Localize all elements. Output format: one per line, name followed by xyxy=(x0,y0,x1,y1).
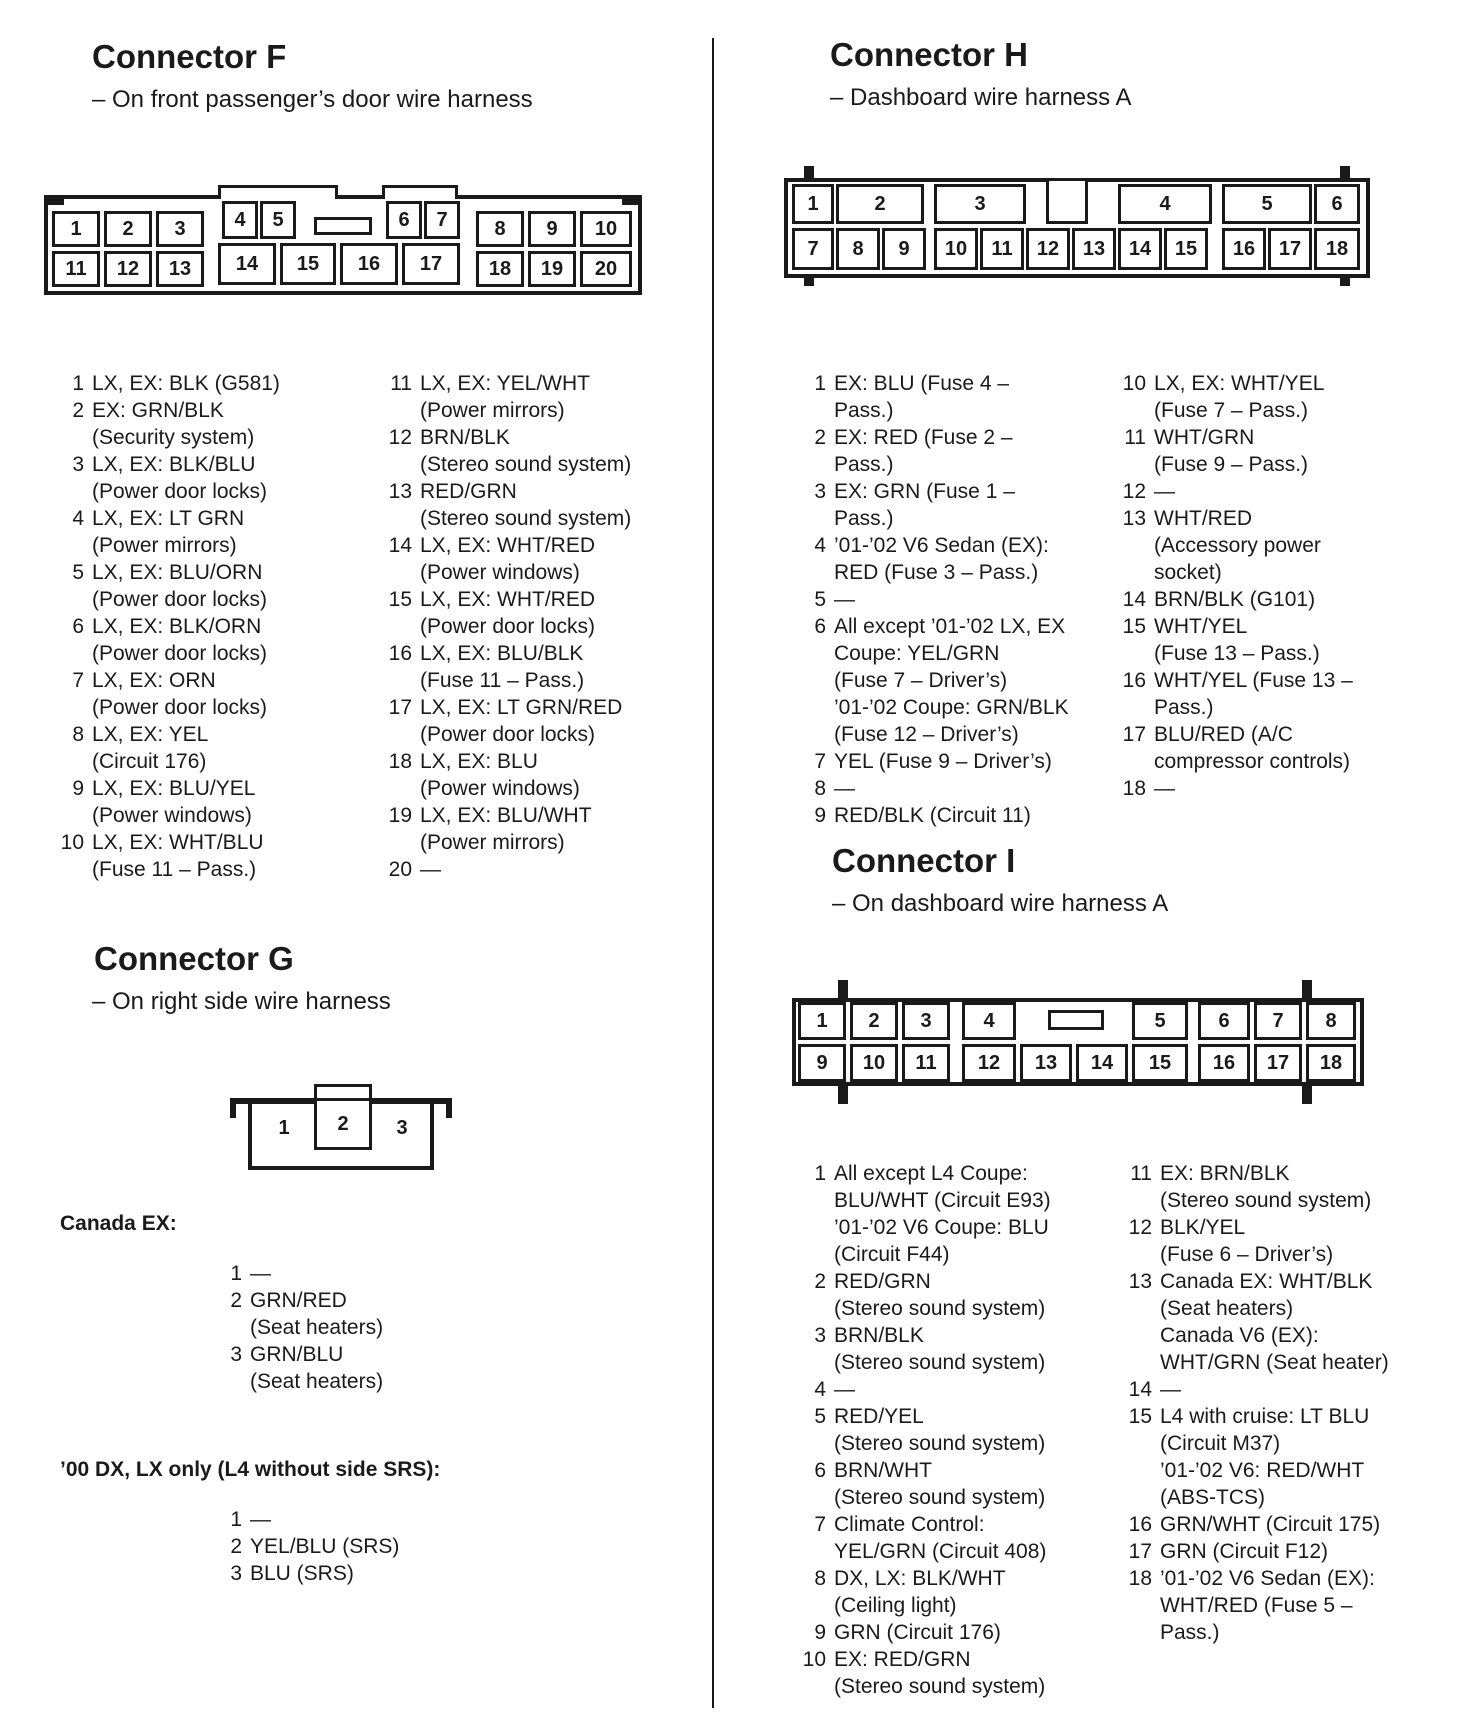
connector-i-pin-list-left xyxy=(800,1160,1051,1700)
list-item: 2 GRN/RED (Seat heaters) xyxy=(230,1289,384,1339)
list-item: 1 EX: BLU (Fuse 4 – Pass.) xyxy=(814,372,1010,422)
connector-i-pin: 4 xyxy=(962,1002,1016,1040)
connector-f-pin: 19 xyxy=(528,251,576,287)
connector-i-diagram xyxy=(792,980,1364,1104)
list-item: 5 LX, EX: BLU/ORN (Power door locks) xyxy=(72,561,268,611)
connector-f-pin: 2 xyxy=(104,211,152,247)
connector-g-title: Connector G xyxy=(94,940,294,977)
connector-i-pin: 8 xyxy=(1306,1002,1356,1040)
connector-g-canada-list xyxy=(216,1260,383,1395)
connector-g-subtitle: – On right side wire harness xyxy=(92,988,391,1015)
connector-f-pin: 18 xyxy=(476,251,524,287)
list-item: 7 Climate Control: YEL/GRN (Circuit 408) xyxy=(814,1513,1047,1563)
connector-h-pin: 5 xyxy=(1222,184,1312,224)
connector-i-pin: 18 xyxy=(1306,1044,1356,1082)
list-item: 15 WHT/YEL (Fuse 13 – Pass.) xyxy=(1122,615,1320,665)
list-item: 10 EX: RED/GRN (Stereo sound system) xyxy=(802,1648,1046,1698)
connector-g-pin: 2 xyxy=(314,1098,372,1150)
connector-i-pin: 12 xyxy=(962,1044,1016,1082)
list-item: 13 WHT/RED (Accessory power socket) xyxy=(1122,507,1321,584)
list-item: 13 Canada EX: WHT/BLK (Seat heaters) Canada V6 (EX): WHT/GRN (Seat heater) xyxy=(1128,1270,1389,1374)
list-item: 11 WHT/GRN (Fuse 9 – Pass.) xyxy=(1124,426,1309,476)
list-item: 3 GRN/BLU (Seat heaters) xyxy=(230,1343,384,1393)
list-item: 3 LX, EX: BLK/BLU (Power door locks) xyxy=(72,453,268,503)
connector-i-pin: 13 xyxy=(1020,1044,1072,1082)
canada-ex-label: Canada EX: xyxy=(60,1212,177,1235)
list-item: 8 DX, LX: BLK/WHT (Ceiling light) xyxy=(814,1567,1006,1617)
list-item: 18 — xyxy=(1122,777,1175,800)
connector-f-pin: 13 xyxy=(156,251,204,287)
connector-i-pin: 14 xyxy=(1076,1044,1128,1082)
connector-f-pin: 16 xyxy=(340,243,398,285)
connector-f-key xyxy=(314,217,372,235)
connector-h-pin: 18 xyxy=(1314,228,1360,270)
list-item: 18 LX, EX: BLU (Power windows) xyxy=(388,750,580,800)
connector-h-pin: 10 xyxy=(934,228,978,270)
connector-i-pin: 7 xyxy=(1254,1002,1302,1040)
connector-i-pin: 10 xyxy=(850,1044,898,1082)
connector-i-pin: 1 xyxy=(798,1002,846,1040)
connector-f-pin: 20 xyxy=(580,251,632,287)
list-item: 6 LX, EX: BLK/ORN (Power door locks) xyxy=(72,615,268,665)
list-item: 16 GRN/WHT (Circuit 175) xyxy=(1128,1513,1381,1536)
list-item: 16 WHT/YEL (Fuse 13 – Pass.) xyxy=(1122,669,1353,719)
list-item: 4 LX, EX: LT GRN (Power mirrors) xyxy=(72,507,245,557)
list-item: 1 — xyxy=(230,1262,271,1285)
connector-h-pin: 12 xyxy=(1026,228,1070,270)
list-item: 16 LX, EX: BLU/BLK (Fuse 11 – Pass.) xyxy=(388,642,585,692)
connector-h-pin: 11 xyxy=(980,228,1024,270)
list-item: 4 ’01-’02 V6 Sedan (EX): RED (Fuse 3 – Pass.) xyxy=(814,534,1049,584)
dx-lx-label: ’00 DX, LX only (L4 without side SRS): xyxy=(60,1458,441,1481)
connector-h-pin: 3 xyxy=(934,184,1026,224)
connector-f-pin: 8 xyxy=(476,211,524,247)
list-item: 5 RED/YEL (Stereo sound system) xyxy=(814,1405,1046,1455)
list-item: 1 All except L4 Coupe: BLU/WHT (Circuit E93) ’01-’02 V6 Coupe: BLU (Circuit F44) xyxy=(814,1162,1051,1266)
list-item: 2 EX: RED (Fuse 2 – Pass.) xyxy=(814,426,1013,476)
list-item: 18 ’01-’02 V6 Sedan (EX): WHT/RED (Fuse 5 – Pass.) xyxy=(1128,1567,1375,1644)
list-item: 17 BLU/RED (A/C compressor controls) xyxy=(1122,723,1351,773)
list-item: 10 LX, EX: WHT/BLU (Fuse 11 – Pass.) xyxy=(60,831,264,881)
connector-h-pin: 4 xyxy=(1118,184,1212,224)
list-item: 19 LX, EX: BLU/WHT (Power mirrors) xyxy=(388,804,592,854)
list-item: 1 LX, EX: BLK (G581) xyxy=(72,372,280,395)
list-item: 14 BRN/BLK (G101) xyxy=(1122,588,1316,611)
connector-h-pin: 14 xyxy=(1118,228,1162,270)
connector-i-pin: 16 xyxy=(1198,1044,1250,1082)
connector-h-pin: 17 xyxy=(1268,228,1312,270)
connector-f-pin: 11 xyxy=(52,251,100,287)
connector-f-pin: 14 xyxy=(218,243,276,285)
connector-i-title: Connector I xyxy=(832,842,1016,879)
list-item: 15 LX, EX: WHT/RED (Power door locks) xyxy=(388,588,596,638)
list-item: 5 — xyxy=(814,588,855,611)
connector-g-diagram xyxy=(230,1084,452,1170)
connector-h-subtitle: – Dashboard wire harness A xyxy=(830,84,1132,111)
connector-f-pin: 9 xyxy=(528,211,576,247)
list-item: 8 LX, EX: YEL (Circuit 176) xyxy=(72,723,209,773)
connector-f-pin-list-right xyxy=(386,370,631,883)
list-item: 2 EX: GRN/BLK (Security system) xyxy=(72,399,255,449)
list-item: 8 — xyxy=(814,777,855,800)
list-item: 15 L4 with cruise: LT BLU (Circuit M37) ’01-’02 V6: RED/WHT (ABS-TCS) xyxy=(1128,1405,1370,1509)
connector-h-pin: 13 xyxy=(1072,228,1116,270)
connector-h-pin: 15 xyxy=(1164,228,1208,270)
list-item: 9 GRN (Circuit 176) xyxy=(814,1621,1001,1644)
connector-i-pin: 11 xyxy=(902,1044,950,1082)
connector-f-diagram xyxy=(44,195,642,295)
connector-i-pin: 17 xyxy=(1254,1044,1302,1082)
connector-f-pin: 10 xyxy=(580,211,632,247)
connector-g-dx-list xyxy=(216,1506,399,1587)
connector-i-pin: 5 xyxy=(1132,1002,1188,1040)
connector-i-pin: 3 xyxy=(902,1002,950,1040)
list-item: 11 EX: BRN/BLK (Stereo sound system) xyxy=(1130,1162,1372,1212)
list-item: 6 BRN/WHT (Stereo sound system) xyxy=(814,1459,1046,1509)
connector-f-subtitle: – On front passenger’s door wire harness xyxy=(92,86,533,113)
list-item: 3 BLU (SRS) xyxy=(230,1562,354,1585)
list-item: 12 BLK/YEL (Fuse 6 – Driver’s) xyxy=(1128,1216,1334,1266)
list-item: 12 — xyxy=(1122,480,1175,503)
connector-f-pin: 15 xyxy=(280,243,336,285)
list-item: 1 — xyxy=(230,1508,271,1531)
list-item: 17 GRN (Circuit F12) xyxy=(1128,1540,1329,1563)
list-item: 9 LX, EX: BLU/YEL (Power windows) xyxy=(72,777,256,827)
connector-i-subtitle: – On dashboard wire harness A xyxy=(832,890,1169,917)
list-item: 10 LX, EX: WHT/YEL (Fuse 7 – Pass.) xyxy=(1122,372,1325,422)
connector-f-pin: 6 xyxy=(386,201,422,239)
connector-h-pin: 2 xyxy=(836,184,924,224)
list-item: 13 RED/GRN (Stereo sound system) xyxy=(388,480,632,530)
list-item: 7 LX, EX: ORN (Power door locks) xyxy=(72,669,268,719)
connector-i-pin-list-right xyxy=(1126,1160,1389,1646)
list-item: 3 EX: GRN (Fuse 1 – Pass.) xyxy=(814,480,1015,530)
connector-f-pin: 4 xyxy=(222,201,258,239)
connector-h-pin: 9 xyxy=(882,228,926,270)
connector-g-pin: 1 xyxy=(256,1108,312,1148)
connector-h-pin: 7 xyxy=(792,228,834,270)
connector-h-pin-list-right xyxy=(1120,370,1353,802)
connector-h-key xyxy=(1046,178,1088,224)
connector-i-pin: 2 xyxy=(850,1002,898,1040)
connector-i-pin: 6 xyxy=(1198,1002,1250,1040)
connector-h-title: Connector H xyxy=(830,36,1028,73)
connector-i-pin: 15 xyxy=(1132,1044,1188,1082)
list-item: 14 LX, EX: WHT/RED (Power windows) xyxy=(388,534,596,584)
connector-i-pin: 9 xyxy=(798,1044,846,1082)
connector-i-key xyxy=(1048,1010,1104,1030)
list-item: 2 RED/GRN (Stereo sound system) xyxy=(814,1270,1046,1320)
connector-h-pin: 16 xyxy=(1222,228,1266,270)
connector-f-pin: 3 xyxy=(156,211,204,247)
list-item: 11 LX, EX: YEL/WHT (Power mirrors) xyxy=(390,372,590,422)
list-item: 12 BRN/BLK (Stereo sound system) xyxy=(388,426,632,476)
list-item: 3 BRN/BLK (Stereo sound system) xyxy=(814,1324,1046,1374)
connector-f-pin: 1 xyxy=(52,211,100,247)
connector-f-pin-list-left xyxy=(58,370,280,883)
connector-f-pin: 7 xyxy=(424,201,460,239)
connector-f-pin: 17 xyxy=(402,243,460,285)
list-item: 14 — xyxy=(1128,1378,1181,1401)
connector-h-pin-list-left xyxy=(800,370,1069,829)
list-item: 20 — xyxy=(388,858,441,881)
list-item: 17 LX, EX: LT GRN/RED (Power door locks) xyxy=(388,696,623,746)
connector-g-pin: 3 xyxy=(374,1108,430,1148)
list-item: 2 YEL/BLU (SRS) xyxy=(230,1535,400,1558)
connector-f-pin: 12 xyxy=(104,251,152,287)
connector-h-pin: 8 xyxy=(836,228,880,270)
list-item: 9 RED/BLK (Circuit 11) xyxy=(814,804,1031,827)
list-item: 4 — xyxy=(814,1378,855,1401)
connector-f-title: Connector F xyxy=(92,38,287,75)
connector-h-diagram xyxy=(784,166,1370,286)
page-divider xyxy=(712,38,714,1708)
list-item: 6 All except ’01-’02 LX, EX Coupe: YEL/GRN (Fuse 7 – Driver’s) ’01-’02 Coupe: GRN/BLK (Fuse 12 – Driver’s) xyxy=(814,615,1069,746)
connector-f-pin: 5 xyxy=(260,201,296,239)
connector-h-pin: 6 xyxy=(1314,184,1360,224)
list-item: 7 YEL (Fuse 9 – Driver’s) xyxy=(814,750,1052,773)
connector-h-pin: 1 xyxy=(792,184,834,224)
